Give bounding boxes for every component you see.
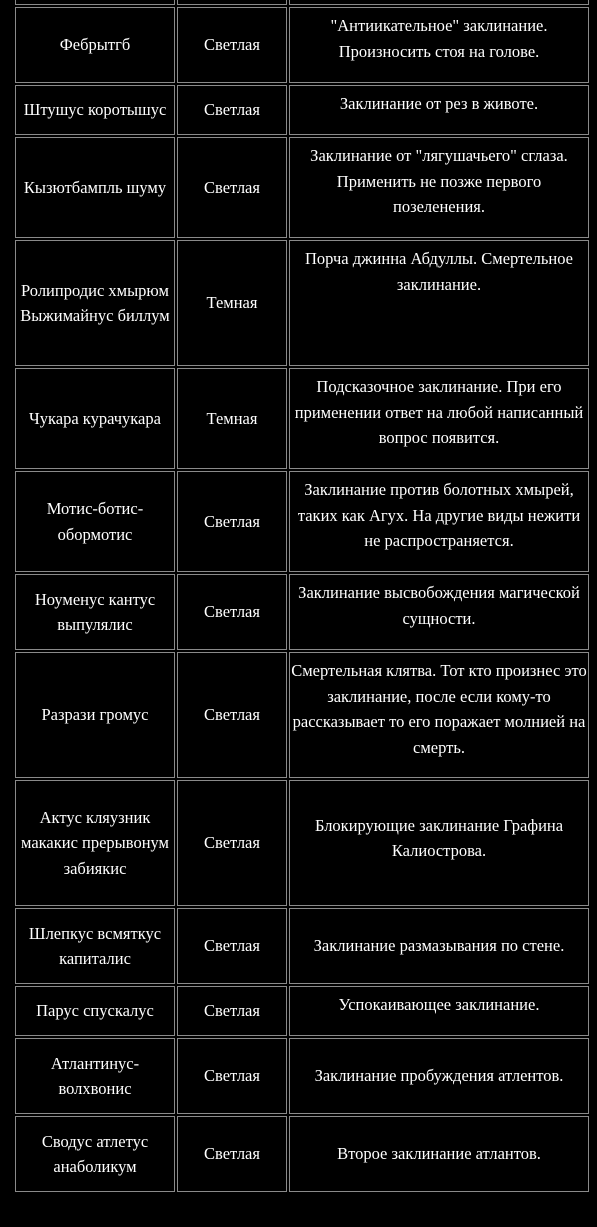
spell-description-cell: Заклинание пробуждения атлентов. bbox=[289, 1038, 589, 1114]
spell-description-cell bbox=[289, 0, 589, 5]
spell-type-cell: Темная bbox=[177, 240, 287, 366]
table-row bbox=[15, 652, 589, 778]
spell-name-cell: Фебрытгб bbox=[15, 7, 175, 83]
spell-description-cell: Второе заклинание атлантов. bbox=[289, 1116, 589, 1192]
spell-description-cell: Заклинание размазывания по стене. bbox=[289, 908, 589, 984]
spell-description-cell: Заклинание высвобождения магической сущности. bbox=[289, 574, 589, 650]
spell-name-cell bbox=[15, 0, 175, 5]
spell-name-cell: Парус спускалус bbox=[15, 986, 175, 1036]
spell-description-cell: Порча джинна Абдуллы. Смертельное заклинание. bbox=[289, 240, 589, 366]
spell-name-cell: Разрази громус bbox=[15, 652, 175, 778]
table-row bbox=[15, 85, 589, 135]
spell-type-cell bbox=[177, 0, 287, 5]
spell-type-cell: Светлая bbox=[177, 908, 287, 984]
table-row bbox=[15, 368, 589, 469]
spell-name-cell: Сводус атлетус анаболикум bbox=[15, 1116, 175, 1192]
spell-name-cell: Мотис-ботис-обормотис bbox=[15, 471, 175, 572]
table-row bbox=[15, 574, 589, 650]
spell-type-cell: Светлая bbox=[177, 1038, 287, 1114]
spell-type-cell: Светлая bbox=[177, 1116, 287, 1192]
spell-description-cell: Подсказочное заклинание. При его применении ответ на любой написанный вопрос появится. bbox=[289, 368, 589, 469]
spell-type-cell: Темная bbox=[177, 368, 287, 469]
spell-name-cell: Штушус коротышус bbox=[15, 85, 175, 135]
spell-name-cell: Ролипродис хмырюм Выжимайнус биллум bbox=[15, 240, 175, 366]
spell-description-cell: Заклинание против болотных хмырей, таких как Агух. На другие виды нежити не распространяется. bbox=[289, 471, 589, 572]
table-row bbox=[15, 0, 589, 5]
spell-name-cell: Чукара курачукара bbox=[15, 368, 175, 469]
spell-description-cell: Смертельная клятва. Тот кто произнес это заклинание, после если кому-то рассказывает то его поражает молнией на смерть. bbox=[289, 652, 589, 778]
spell-type-cell: Светлая bbox=[177, 780, 287, 906]
spell-name-cell: Шлепкус всмяткус капиталис bbox=[15, 908, 175, 984]
spells-table bbox=[13, 0, 591, 1194]
table-row bbox=[15, 1038, 589, 1114]
table-row bbox=[15, 240, 589, 366]
table-row bbox=[15, 986, 589, 1036]
spell-name-cell: Актус кляузник макакис прерывонум забиякис bbox=[15, 780, 175, 906]
spell-description-cell: Успокаивающее заклинание. bbox=[289, 986, 589, 1036]
spell-description-cell: Заклинание от "лягушачьего" сглаза. Применить не позже первого позеленения. bbox=[289, 137, 589, 238]
table-row bbox=[15, 1116, 589, 1192]
table-row bbox=[15, 908, 589, 984]
spell-name-cell: Ноуменус кантус выпулялис bbox=[15, 574, 175, 650]
spell-type-cell: Светлая bbox=[177, 7, 287, 83]
spell-description-cell: "Антиикательное" заклинание. Произносить стоя на голове. bbox=[289, 7, 589, 83]
spell-name-cell: Кызютбампль шуму bbox=[15, 137, 175, 238]
table-row bbox=[15, 471, 589, 572]
spell-type-cell: Светлая bbox=[177, 137, 287, 238]
spell-type-cell: Светлая bbox=[177, 574, 287, 650]
table-row bbox=[15, 7, 589, 83]
spell-type-cell: Светлая bbox=[177, 652, 287, 778]
spell-description-cell: Блокирующие заклинание Графина Калиострова. bbox=[289, 780, 589, 906]
spell-type-cell: Светлая bbox=[177, 85, 287, 135]
spell-description-cell: Заклинание от рез в животе. bbox=[289, 85, 589, 135]
spell-type-cell: Светлая bbox=[177, 986, 287, 1036]
spell-name-cell: Атлантинус-волхвонис bbox=[15, 1038, 175, 1114]
table-row bbox=[15, 780, 589, 906]
spell-type-cell: Светлая bbox=[177, 471, 287, 572]
spells-table-body bbox=[15, 0, 589, 1192]
table-row bbox=[15, 137, 589, 238]
